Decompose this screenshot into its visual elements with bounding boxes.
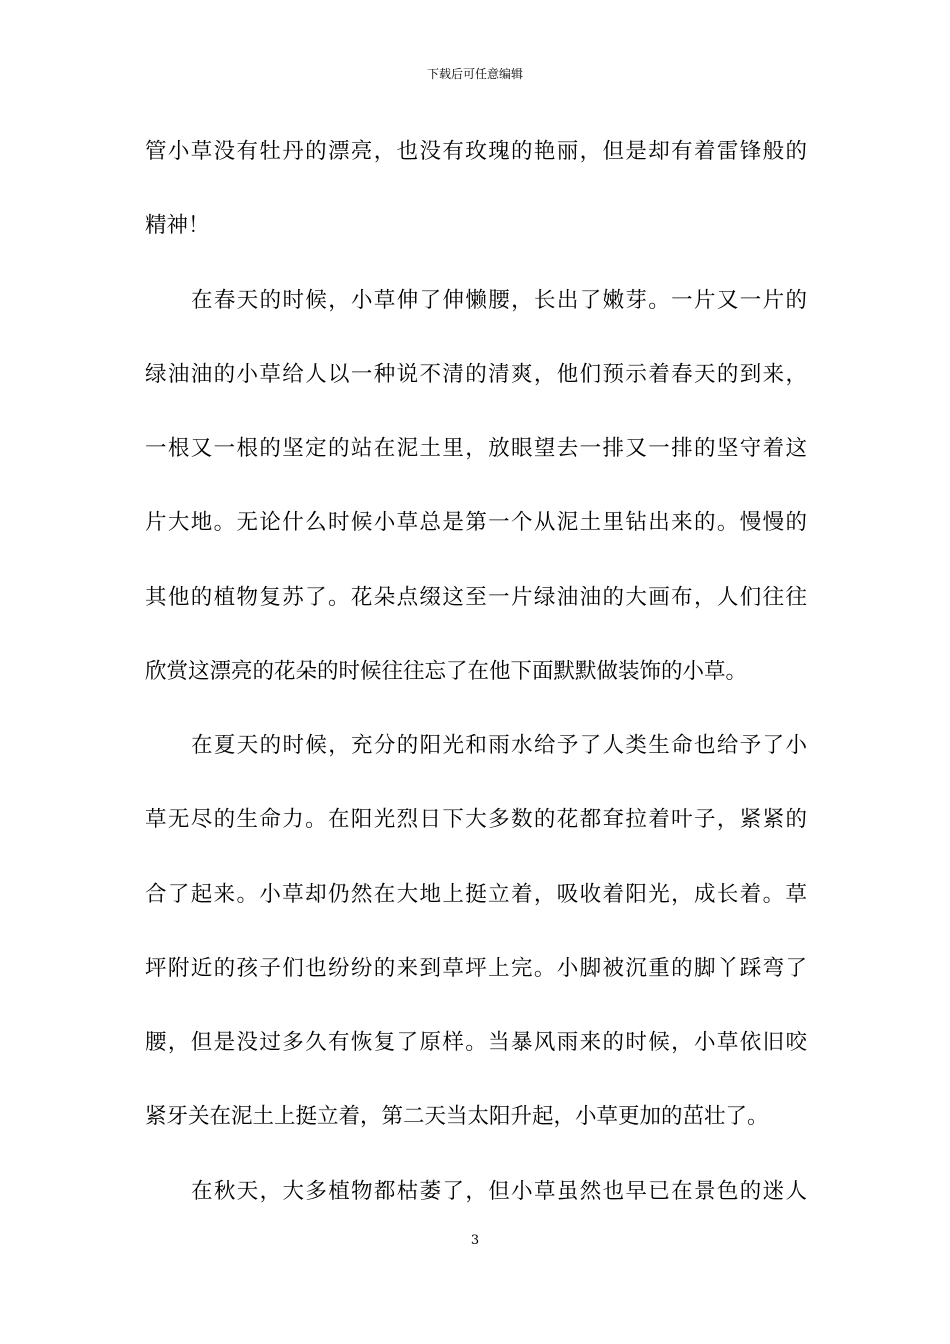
body-line: 草无尽的生命力。在阳光烈日下大多数的花都耷拉着叶子，紧紧的	[145, 807, 807, 832]
body-line: 片大地。无论什么时候小草总是第一个从泥土里钻出来的。慢慢的	[145, 510, 807, 535]
paragraph-first-line: 在春天的时候，小草伸了伸懒腰，长出了嫩芽。一片又一片的	[191, 288, 807, 313]
paragraph-first-line: 在秋天，大多植物都枯萎了，但小草虽然也早已在景色的迷人	[191, 1179, 807, 1204]
body-line: 一根又一根的坚定的站在泥土里，放眼望去一排又一排的坚守着这	[145, 436, 807, 461]
body-line: 绿油油的小草给人以一种说不清的清爽，他们预示着春天的到来，	[145, 362, 807, 387]
paragraph-first-line: 在夏天的时候，充分的阳光和雨水给予了人类生命也给予了小	[191, 733, 807, 758]
page-header: 下载后可任意编辑	[426, 67, 523, 81]
body-line: 其他的植物复苏了。花朵点缀这至一片绿油油的大画布，人们往往	[145, 585, 807, 610]
body-line: 管小草没有牡丹的漂亮，也没有玫瑰的艳丽，但是却有着雷锋般的	[145, 139, 807, 164]
body-line: 腰，但是没过多久有恢复了原样。当暴风雨来的时候，小草依旧咬	[145, 1030, 807, 1055]
page-number: 3	[470, 1233, 480, 1248]
body-line: 坪附近的孩子们也纷纷的来到草坪上完。小脚被沉重的脚丫踩弯了	[145, 956, 807, 981]
body-line: 紧牙关在泥土上挺立着，第二天当太阳升起，小草更加的茁壮了。	[145, 1104, 769, 1129]
body-line: 精神！	[145, 213, 210, 238]
body-line: 欣赏这漂亮的花朵的时候往往忘了在他下面默默做装饰的小草。	[145, 659, 748, 684]
body-line: 合了起来。小草却仍然在大地上挺立着，吸收着阳光，成长着。草	[145, 882, 807, 907]
